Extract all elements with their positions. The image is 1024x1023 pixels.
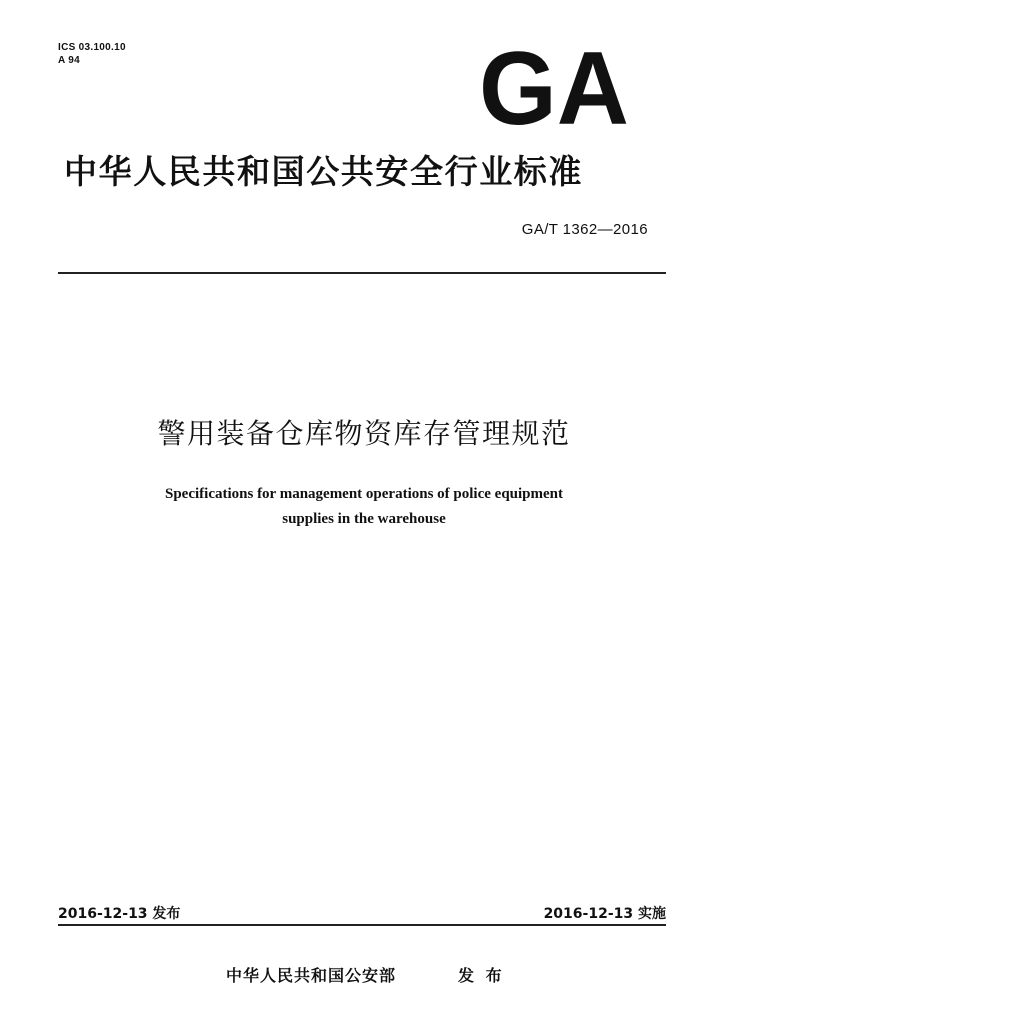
- ccs-code: A 94: [58, 55, 80, 66]
- ga-logo: [474, 41, 634, 131]
- document-title-zh: 警用装备仓库物资库存管理规范: [157, 417, 571, 450]
- header-divider: [58, 272, 666, 274]
- standard-category-title: 中华人民共和国公共安全行业标准: [64, 152, 583, 191]
- implementation-date: 2016-12-13 实施: [543, 906, 666, 922]
- document-title-en-line2: supplies in the warehouse: [282, 511, 446, 527]
- document-title-en-line1: Specifications for management operations of police equipment: [164, 486, 564, 502]
- ga-logo-text: GA: [479, 41, 629, 131]
- publish-label: 发 布: [458, 966, 502, 985]
- issue-date: 2016-12-13 发布: [58, 906, 181, 922]
- document-title-en: [60, 482, 668, 532]
- publisher-name: 中华人民共和国公安部: [226, 966, 397, 985]
- ics-code: ICS 03.100.10: [58, 42, 126, 53]
- standard-number: GA/T 1362—2016: [521, 221, 648, 238]
- footer-divider: [58, 924, 666, 926]
